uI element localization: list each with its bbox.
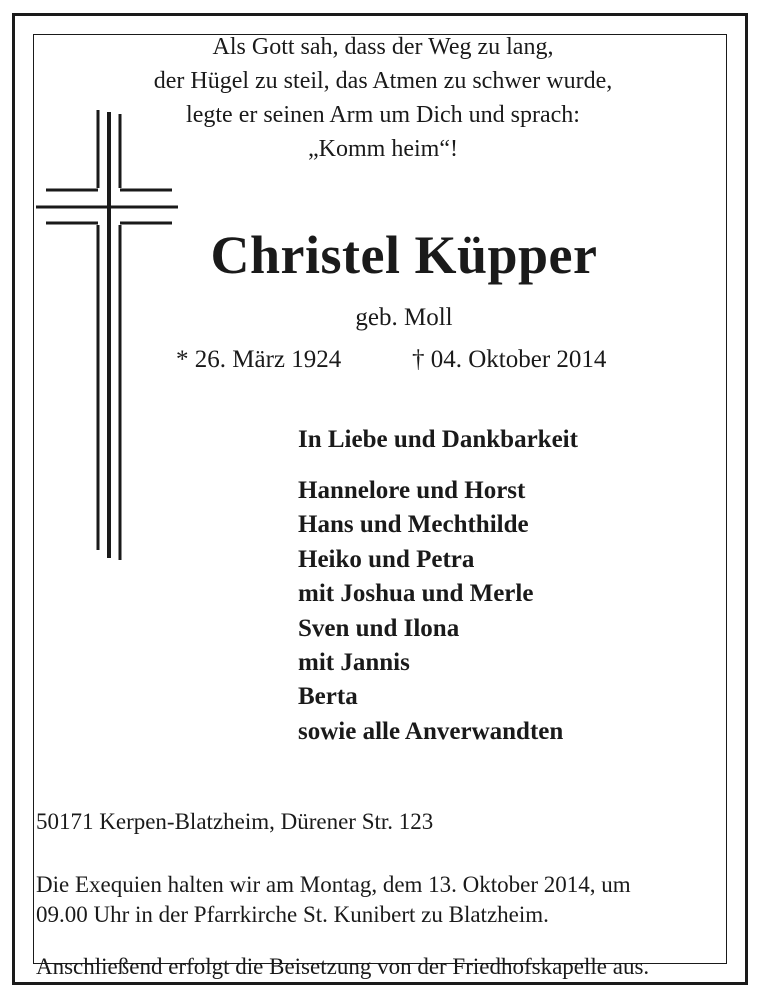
latin-cross-icon: [36, 110, 178, 562]
birth-name: geb. Moll: [355, 304, 453, 331]
service-notice: [36, 870, 631, 930]
list-item: Hans und Mechthilde: [298, 511, 529, 539]
list-item: Heiko und Petra: [298, 545, 475, 573]
list-item: Berta: [298, 683, 358, 711]
list-item: mit Joshua und Merle: [298, 580, 534, 608]
list-item: Hannelore und Horst: [298, 477, 526, 504]
service-line: 09.00 Uhr in der Pfarrkirche St. Kunibert zu Blatzheim.: [36, 902, 549, 927]
death-date: † 04. Oktober 2014: [412, 346, 607, 373]
birth-date: * 26. März 1924: [176, 346, 342, 373]
burial-notice: Anschließend erfolgt die Beisetzung von der Friedhofskapelle aus.: [36, 954, 650, 979]
address: 50171 Kerpen-Blatzheim, Dürener Str. 123: [36, 809, 434, 834]
list-item: mit Jannis: [298, 649, 410, 677]
list-item: sowie alle Anverwandten: [298, 717, 564, 745]
poem-line: der Hügel zu steil, das Atmen zu schwer wurde,: [153, 68, 613, 94]
mourners-list: [298, 474, 563, 749]
list-item: Sven und Ilona: [298, 614, 460, 642]
poem-line: Als Gott sah, dass der Weg zu lang,: [212, 34, 554, 60]
poem-line: „Komm heim“!: [308, 136, 458, 162]
poem-line: legte er seinen Arm um Dich und sprach:: [186, 102, 580, 128]
deceased-name: Christel Küpper: [210, 225, 598, 285]
dedication: In Liebe und Dankbarkeit: [298, 426, 578, 453]
service-line: Die Exequien halten wir am Montag, dem 13. Oktober 2014, um: [36, 872, 631, 897]
